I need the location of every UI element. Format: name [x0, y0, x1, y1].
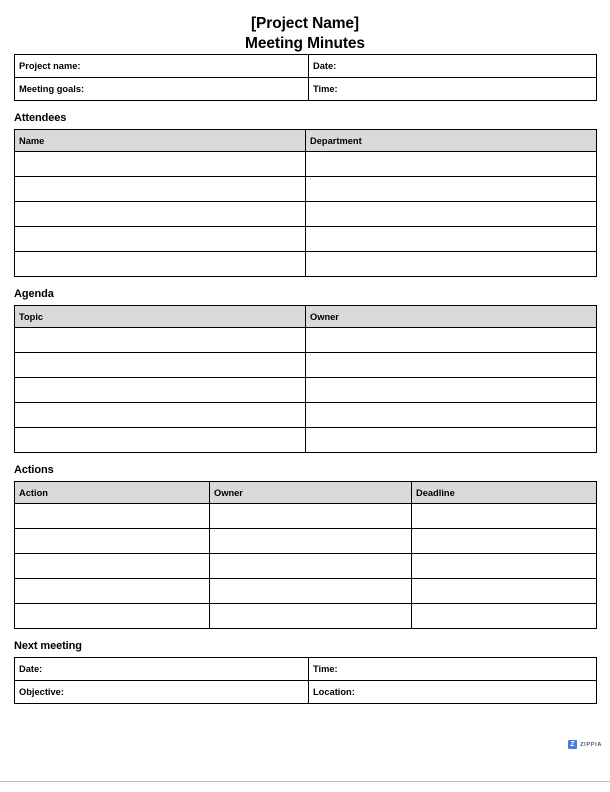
attendee-name-cell[interactable]: [15, 152, 306, 177]
attendee-name-cell[interactable]: [15, 227, 306, 252]
table-row: [15, 227, 597, 252]
table-row: [15, 681, 597, 704]
action-cell[interactable]: [15, 579, 210, 604]
action-deadline-cell[interactable]: [412, 504, 597, 529]
table-row: [15, 529, 597, 554]
actions-col-action: Action: [15, 482, 210, 504]
page-bottom-rule: [0, 781, 610, 782]
agenda-topic-cell[interactable]: [15, 353, 306, 378]
table-row: [15, 579, 597, 604]
action-deadline-cell[interactable]: [412, 579, 597, 604]
document-content: [14, 0, 596, 704]
actions-table: [14, 481, 597, 629]
actions-col-owner: Owner: [210, 482, 412, 504]
table-row: [15, 177, 597, 202]
attendees-col-department: Department: [306, 130, 597, 152]
zippia-logo: [568, 740, 602, 749]
agenda-topic-cell[interactable]: [15, 403, 306, 428]
zippia-wordmark: ZIPPIA: [580, 741, 602, 748]
table-row: [15, 378, 597, 403]
action-cell[interactable]: [15, 529, 210, 554]
table-row: [15, 658, 597, 681]
action-deadline-cell[interactable]: [412, 604, 597, 629]
attendee-department-cell[interactable]: [306, 152, 597, 177]
meeting-goals-field[interactable]: Meeting goals:: [15, 78, 309, 101]
action-owner-cell[interactable]: [210, 554, 412, 579]
agenda-col-topic: Topic: [15, 306, 306, 328]
attendee-department-cell[interactable]: [306, 202, 597, 227]
table-row: [15, 328, 597, 353]
agenda-topic-cell[interactable]: [15, 328, 306, 353]
action-owner-cell[interactable]: [210, 504, 412, 529]
table-row: [15, 428, 597, 453]
attendee-department-cell[interactable]: [306, 252, 597, 277]
project-name-field[interactable]: Project name:: [15, 55, 309, 78]
agenda-col-owner: Owner: [306, 306, 597, 328]
table-row: [15, 55, 597, 78]
table-header-row: [15, 130, 597, 152]
agenda-table: [14, 305, 597, 453]
attendees-col-name: Name: [15, 130, 306, 152]
table-row: [15, 202, 597, 227]
page-title: [14, 0, 596, 54]
table-row: [15, 78, 597, 101]
attendee-name-cell[interactable]: [15, 202, 306, 227]
zippia-mark-icon: Z: [568, 740, 577, 749]
action-deadline-cell[interactable]: [412, 554, 597, 579]
table-row: [15, 403, 597, 428]
attendee-name-cell[interactable]: [15, 177, 306, 202]
title-project-name: [Project Name]: [251, 15, 359, 32]
table-row: [15, 604, 597, 629]
action-owner-cell[interactable]: [210, 529, 412, 554]
table-row: [15, 152, 597, 177]
table-row: [15, 252, 597, 277]
table-header-row: [15, 482, 597, 504]
next-meeting-date-field[interactable]: Date:: [15, 658, 309, 681]
attendee-department-cell[interactable]: [306, 227, 597, 252]
action-deadline-cell[interactable]: [412, 529, 597, 554]
action-cell[interactable]: [15, 554, 210, 579]
table-row: [15, 554, 597, 579]
agenda-owner-cell[interactable]: [306, 428, 597, 453]
agenda-owner-cell[interactable]: [306, 353, 597, 378]
agenda-owner-cell[interactable]: [306, 403, 597, 428]
attendees-heading: Attendees: [14, 112, 67, 124]
attendee-name-cell[interactable]: [15, 252, 306, 277]
next-meeting-objective-field[interactable]: Objective:: [15, 681, 309, 704]
title-meeting-minutes: Meeting Minutes: [245, 35, 365, 52]
next-meeting-time-field[interactable]: Time:: [309, 658, 597, 681]
agenda-owner-cell[interactable]: [306, 378, 597, 403]
action-cell[interactable]: [15, 604, 210, 629]
date-field[interactable]: Date:: [309, 55, 597, 78]
action-owner-cell[interactable]: [210, 579, 412, 604]
time-field[interactable]: Time:: [309, 78, 597, 101]
agenda-owner-cell[interactable]: [306, 328, 597, 353]
next-meeting-location-field[interactable]: Location:: [309, 681, 597, 704]
table-header-row: [15, 306, 597, 328]
agenda-topic-cell[interactable]: [15, 378, 306, 403]
attendees-table: [14, 129, 597, 277]
agenda-heading: Agenda: [14, 288, 54, 300]
action-owner-cell[interactable]: [210, 604, 412, 629]
table-row: [15, 504, 597, 529]
next-meeting-heading: Next meeting: [14, 640, 82, 652]
agenda-topic-cell[interactable]: [15, 428, 306, 453]
meeting-info-table: [14, 54, 597, 101]
actions-col-deadline: Deadline: [412, 482, 597, 504]
next-meeting-table: [14, 657, 597, 704]
attendee-department-cell[interactable]: [306, 177, 597, 202]
table-row: [15, 353, 597, 378]
actions-heading: Actions: [14, 464, 54, 476]
action-cell[interactable]: [15, 504, 210, 529]
